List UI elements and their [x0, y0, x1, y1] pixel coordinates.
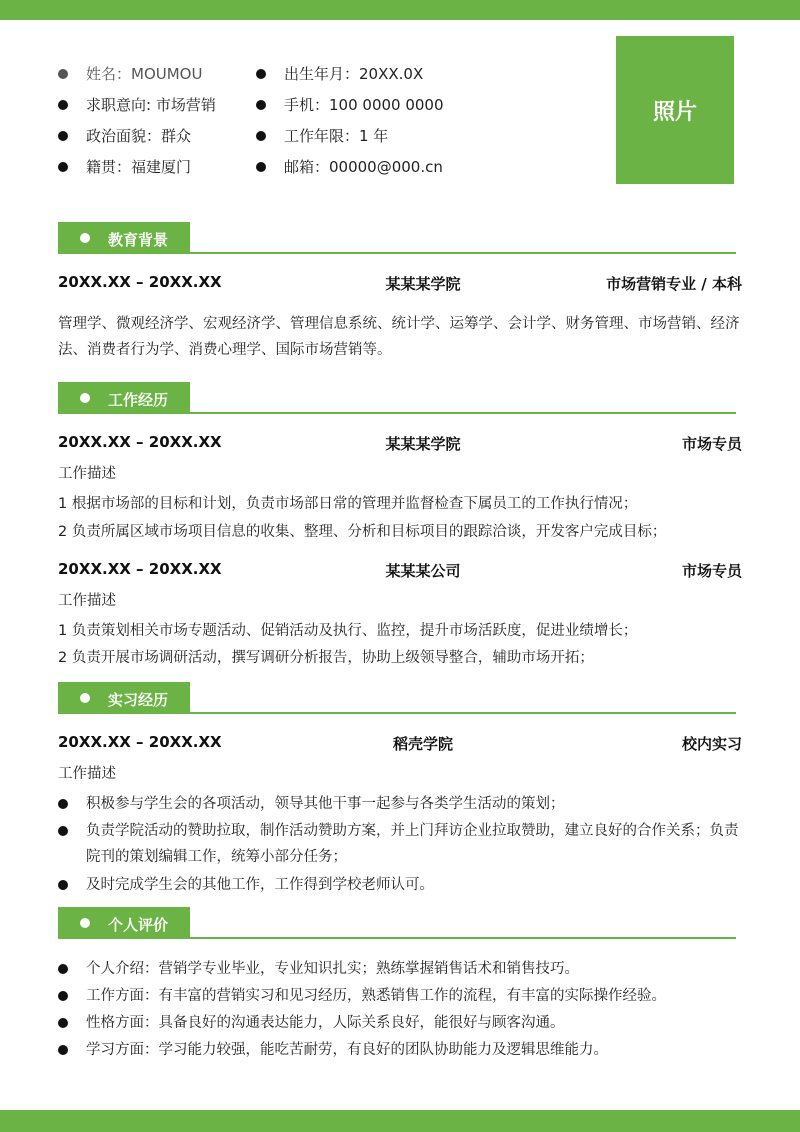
internship-desc-label: 工作描述 — [58, 766, 116, 782]
section-tab — [58, 222, 190, 254]
internship-role: 校内实习 — [681, 735, 742, 753]
education-courses: 管理学、微观经济学、宏观经济学、管理信息系统、统计学、运筹学、会计学、财务管理、市场营销、经济法、消费者行为学、消费心理学、国际市场营销等。 — [58, 316, 740, 358]
work-date: 20XX.XX – 20XX.XX — [58, 433, 222, 451]
profile-hometown — [58, 157, 258, 177]
profile-email-text: 邮箱：00000@000.cn — [284, 158, 443, 176]
bullet-dot — [256, 69, 266, 79]
bullet-dot — [58, 162, 68, 172]
internship-date: 20XX.XX – 20XX.XX — [58, 733, 222, 751]
bullet-dot — [58, 799, 68, 809]
bullet-dot — [58, 131, 68, 141]
profile-birth-text: 出生年月：20XX.0X — [284, 65, 424, 83]
evaluation-item-text: 工作方面：有丰富的营销实习和见习经历，熟悉销售工作的流程，有丰富的实际操作经验。 — [86, 988, 666, 1004]
bullet-dot — [58, 880, 68, 890]
education-major: 市场营销专业 / 本科 — [606, 275, 742, 293]
profile-hometown-text: 籍贯：福建厦门 — [86, 158, 192, 176]
profile-birth — [256, 64, 556, 84]
bullet-dot — [58, 100, 68, 110]
bullet-dot — [58, 826, 68, 836]
section-divider — [58, 712, 736, 714]
profile-intent — [58, 95, 258, 115]
profile-email — [256, 157, 556, 177]
internship-item-text: 及时完成学生会的其他工作，工作得到学校老师认可。 — [86, 877, 434, 893]
profile-years — [256, 126, 556, 146]
profile-name — [58, 64, 258, 84]
top-accent-band — [0, 0, 800, 20]
evaluation-item — [58, 1037, 742, 1063]
section-divider — [58, 412, 736, 414]
education-row — [58, 273, 742, 295]
section-header-education — [58, 222, 736, 254]
bottom-accent-band — [0, 1110, 800, 1132]
internship-org: 稻壳学院 — [392, 735, 453, 753]
internship-row — [58, 733, 742, 755]
evaluation-item — [58, 956, 742, 982]
section-divider — [58, 937, 736, 939]
bullet-dot — [58, 964, 68, 974]
evaluation-item-text: 学习方面：学习能力较强，能吃苦耐劳，有良好的团队协助能力及逻辑思维能力。 — [86, 1042, 608, 1058]
section-bullet-icon — [80, 393, 90, 403]
photo-placeholder: 照片 — [616, 36, 734, 184]
evaluation-item-text: 性格方面：具备良好的沟通表达能力，人际关系良好，能很好与顾客沟通。 — [86, 1015, 565, 1031]
evaluation-item — [58, 1010, 742, 1036]
work-desc-line: 1 负责策划相关市场专题活动、促销活动及执行、监控，提升市场活跃度，促进业绩增长； — [58, 623, 638, 639]
internship-item — [58, 818, 742, 870]
section-tab — [58, 907, 190, 939]
evaluation-item-text: 个人介绍：营销学专业毕业，专业知识扎实；熟练掌握销售话术和销售技巧。 — [86, 961, 579, 977]
work-row — [58, 433, 742, 455]
profile-intent-text: 求职意向: 市场营销 — [86, 96, 216, 114]
work-desc-label: 工作描述 — [58, 466, 116, 482]
internship-item — [58, 791, 742, 817]
evaluation-item — [58, 983, 742, 1009]
section-bullet-icon — [80, 233, 90, 243]
section-title: 个人评价 — [108, 916, 169, 934]
work-org: 某某某学院 — [385, 435, 461, 453]
bullet-dot — [256, 162, 266, 172]
work-desc-line: 2 负责所属区域市场项目信息的收集、整理、分析和目标项目的跟踪洽谈，开发客户完成目标； — [58, 524, 667, 540]
section-title: 工作经历 — [108, 391, 169, 409]
bullet-dot — [58, 69, 68, 79]
section-tab — [58, 382, 190, 414]
work-role: 市场专员 — [681, 435, 742, 453]
section-divider — [58, 252, 736, 254]
bullet-dot — [58, 991, 68, 1001]
bullet-dot — [58, 1018, 68, 1028]
section-header-internship — [58, 682, 736, 714]
education-school: 某某某学院 — [385, 275, 461, 293]
profile-politics — [58, 126, 258, 146]
work-role: 市场专员 — [681, 562, 742, 580]
section-title: 教育背景 — [108, 231, 169, 249]
section-tab — [58, 682, 190, 714]
profile-name-text: 姓名：MOUMOU — [86, 65, 203, 83]
work-org: 某某某公司 — [385, 562, 461, 580]
bullet-dot — [256, 100, 266, 110]
work-date: 20XX.XX – 20XX.XX — [58, 560, 222, 578]
section-bullet-icon — [80, 918, 90, 928]
work-row — [58, 560, 742, 582]
profile-phone — [256, 95, 556, 115]
section-bullet-icon — [80, 693, 90, 703]
internship-item — [58, 872, 742, 898]
work-desc-line: 2 负责开展市场调研活动，撰写调研分析报告，协助上级领导整合，辅助市场开拓； — [58, 650, 594, 666]
work-desc-line: 1 根据市场部的目标和计划，负责市场部日常的管理并监督检查下属员工的工作执行情况； — [58, 496, 638, 512]
work-desc-label: 工作描述 — [58, 593, 116, 609]
profile-years-text: 工作年限：1 年 — [284, 127, 389, 145]
section-header-work — [58, 382, 736, 414]
bullet-dot — [256, 131, 266, 141]
education-date: 20XX.XX – 20XX.XX — [58, 273, 222, 291]
internship-item-text: 负责学院活动的赞助拉取，制作活动赞助方案，并上门拜访企业拉取赞助，建立良好的合作关系；负责院刊的策划编辑工作，统筹小部分任务； — [86, 823, 739, 865]
section-title: 实习经历 — [108, 691, 169, 709]
profile-politics-text: 政治面貌：群众 — [86, 127, 192, 145]
section-header-evaluation — [58, 907, 736, 939]
internship-item-text: 积极参与学生会的各项活动，领导其他干事一起参与各类学生活动的策划； — [86, 796, 565, 812]
bullet-dot — [58, 1045, 68, 1055]
profile-phone-text: 手机：100 0000 0000 — [284, 96, 444, 114]
